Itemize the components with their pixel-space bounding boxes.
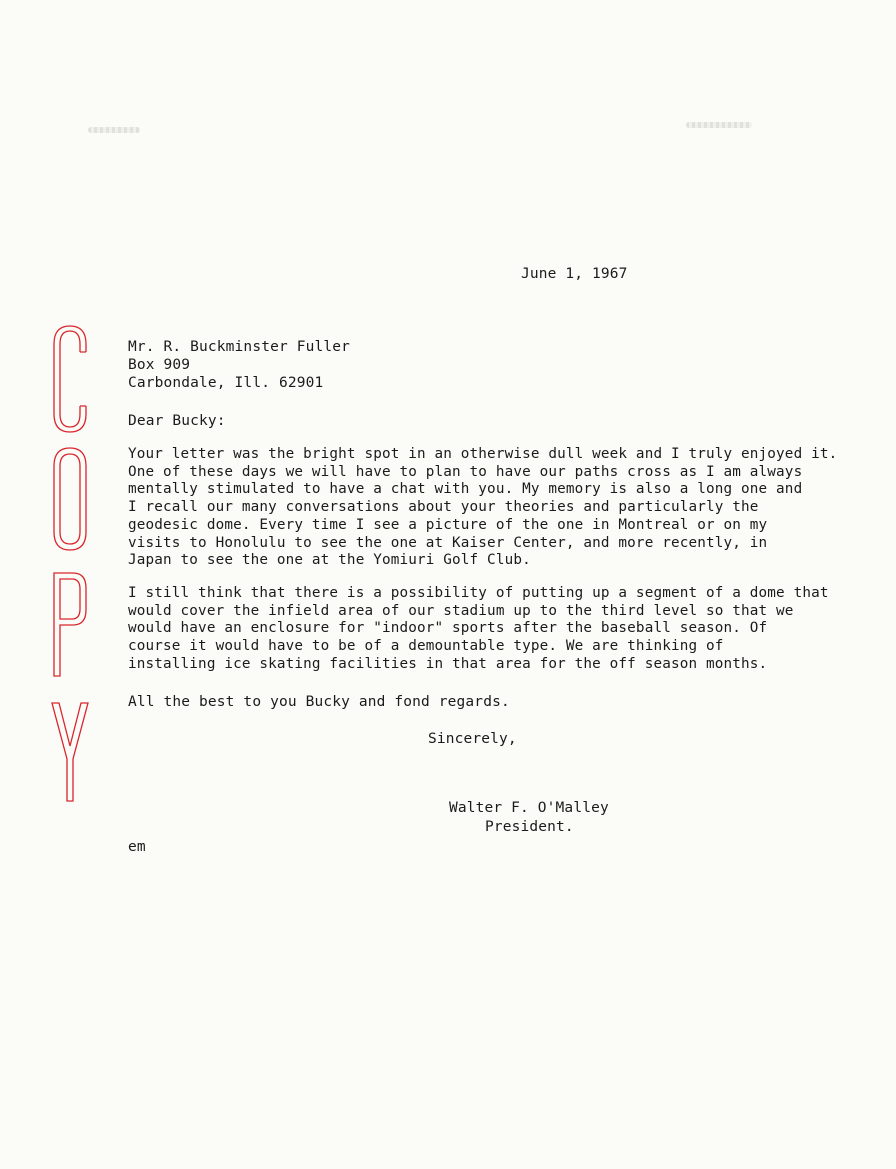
paragraph-line: would have an enclosure for "indoor" sports after the baseball season. Of [128, 620, 768, 637]
paragraph-line: would cover the infield area of our stadium up to the third level so that we [128, 602, 794, 619]
paragraph-line: I still think that there is a possibility of putting up a segment of a dome that [128, 585, 829, 601]
paragraph-line: mentally stimulated to have a chat with you. My memory is also a long one and [128, 481, 803, 498]
recipient-address-block [128, 338, 350, 392]
complimentary-close: Sincerely, [428, 731, 517, 747]
paragraph-line: Japan to see the one at the Yomiuri Golf Club. [128, 552, 531, 569]
paragraph-line: One of these days we will have to plan to have our paths cross as I am always [128, 463, 803, 480]
copy-stamp-letter-o [54, 448, 86, 550]
paragraph-line: course it would have to be of a demountable type. We are thinking of [128, 638, 724, 655]
paragraph-line: Your letter was the bright spot in an otherwise dull week and I truly enjoyed it. [128, 446, 838, 462]
copy-stamp [40, 318, 98, 808]
recipient-name: Mr. R. Buckminster Fuller [128, 339, 350, 355]
body-paragraph-1 [128, 446, 837, 570]
paper-mark-left [88, 127, 140, 133]
copy-stamp-letter-p [54, 573, 86, 676]
body-paragraph-2 [128, 585, 829, 674]
salutation: Dear Bucky: [128, 413, 226, 429]
paragraph-line: geodesic dome. Every time I see a picture of the one in Montreal or on my [128, 516, 768, 533]
copy-stamp-letter-c [54, 326, 86, 432]
recipient-address-line-2: Carbondale, Ill. 62901 [128, 375, 324, 391]
typist-initials: em [128, 839, 146, 855]
signer-name: Walter F. O'Malley [449, 800, 609, 816]
recipient-address-line-1: Box 909 [128, 357, 191, 373]
paragraph-line: visits to Honolulu to see the one at Kaiser Center, and more recently, in [128, 534, 768, 551]
paper-mark-right [686, 122, 752, 128]
paragraph-line: installing ice skating facilities in that area for the off season months. [128, 655, 768, 672]
letter-date: June 1, 1967 [521, 266, 628, 282]
closing-line: All the best to you Bucky and fond regards. [128, 694, 510, 710]
signer-title: President. [485, 819, 574, 835]
copy-stamp-letter-y [52, 703, 88, 801]
paragraph-line: I recall our many conversations about your theories and particularly the [128, 499, 759, 516]
